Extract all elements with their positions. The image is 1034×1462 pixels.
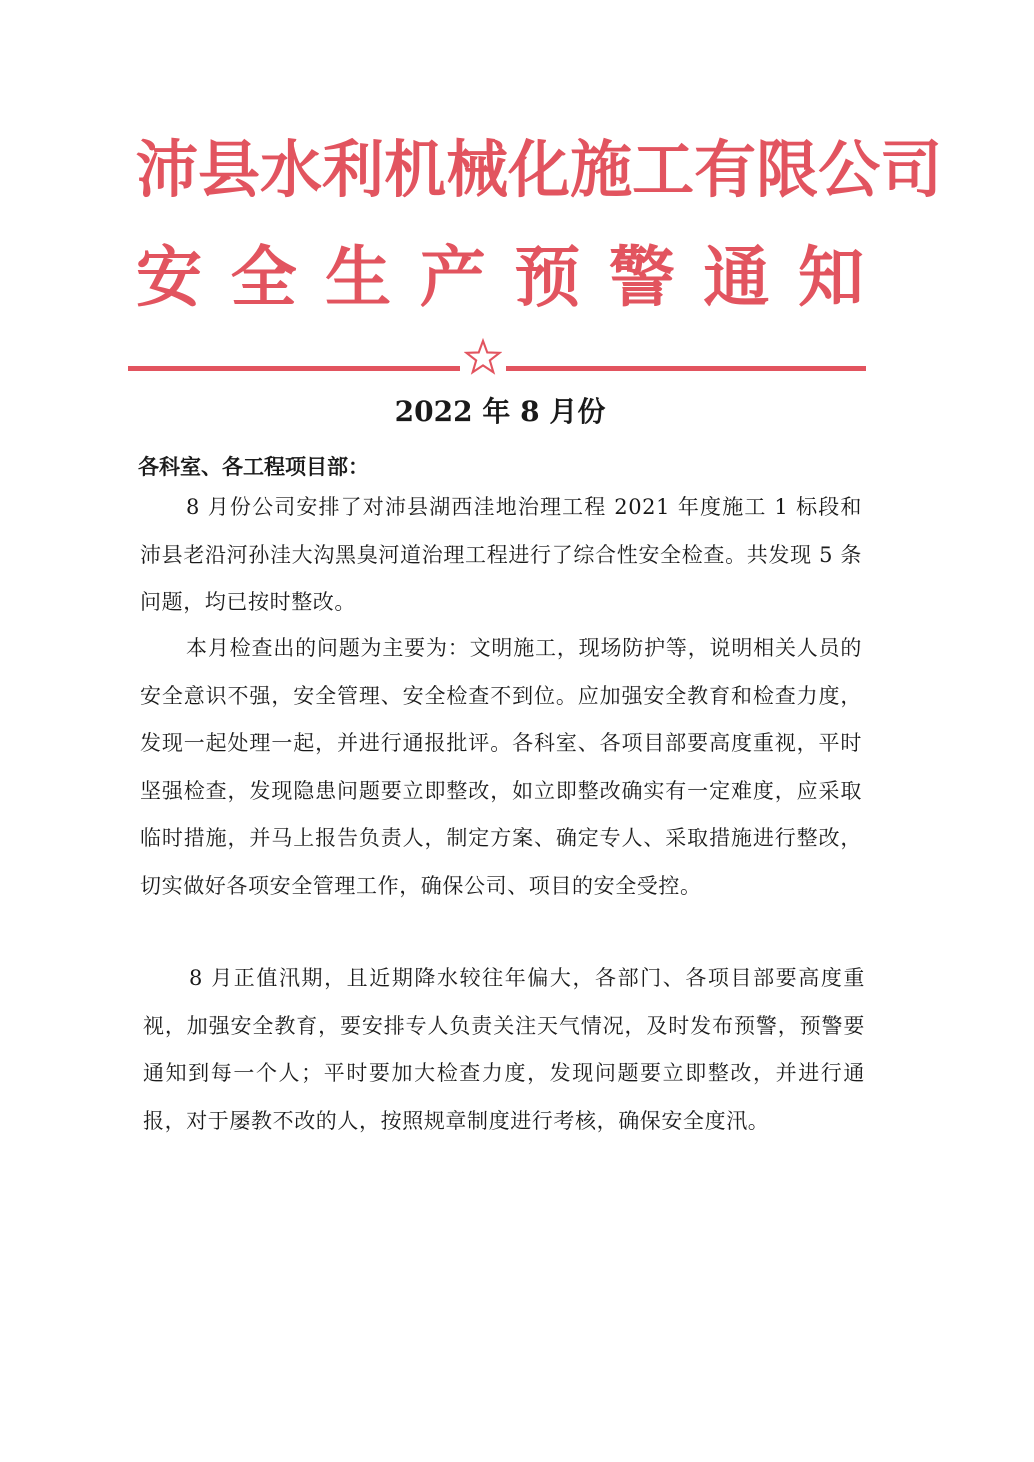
title-char: 安 [136, 239, 202, 316]
body-paragraph: 8 月正值汛期，且近期降水较往年偏大，各部门、各项目部要高度重视，加强安全教育，要安排专人负责关注天气情况，及时发布预警，预警要通知到每一个人；平时要加大检查力度，发现问题要立即整改，并进行通报，对于屡教不改的人，按照规章制度进行考核，确保安全度汛。 [143, 966, 865, 1133]
title-char: 司 [880, 133, 943, 206]
title-char: 施 [570, 133, 633, 206]
title-char: 警 [608, 239, 675, 316]
issue-date: 2022 年 8 月份 [394, 395, 606, 428]
title-char: 全 [230, 239, 297, 316]
title-char: 利 [322, 133, 385, 206]
title-char: 公 [818, 133, 881, 206]
title-char: 械 [446, 133, 509, 206]
title-char: 有 [694, 133, 757, 206]
star-outline-icon [464, 338, 502, 376]
title-char: 机 [384, 133, 447, 206]
title-char: 化 [508, 133, 571, 206]
header-divider-right [506, 366, 866, 371]
title-char: 生 [325, 239, 392, 316]
header-title-company [136, 130, 943, 210]
header-divider-left [128, 366, 460, 371]
title-char: 知 [797, 239, 864, 316]
body-paragraph: 本月检查出的问题为主要为：文明施工，现场防护等，说明相关人员的安全意识不强，安全管理、安全检查不到位。应加强安全教育和检查力度，发现一起处理一起，并进行通报批评。各科室、各项目部要高度重视，平时坚强检查，发现隐患问题要立即整改，如立即整改确实有一定难度，应采取临时措施，并马上报告负责人，制定方案、确定专人、采取措施进行整改，切实做好各项安全管理工作，确保公司、项目的安全受控。 [140, 636, 862, 898]
title-char: 工 [632, 133, 695, 206]
title-char: 限 [756, 133, 819, 206]
title-char: 县 [198, 133, 261, 206]
body-paragraph: 8 月份公司安排了对沛县湖西洼地治理工程 2021 年度施工 1 标段和沛县老沿河孙洼大沟黑臭河道治理工程进行了综合性安全检查。共发现 5 条问题，均已按时整改。 [140, 495, 862, 615]
title-char: 通 [703, 239, 770, 316]
title-char: 预 [514, 239, 581, 316]
title-char: 产 [419, 239, 486, 316]
title-char: 沛 [136, 133, 199, 206]
salutation: 各科室、各工程项目部： [138, 455, 369, 479]
header-title-notice [136, 238, 864, 318]
title-char: 水 [260, 133, 323, 206]
